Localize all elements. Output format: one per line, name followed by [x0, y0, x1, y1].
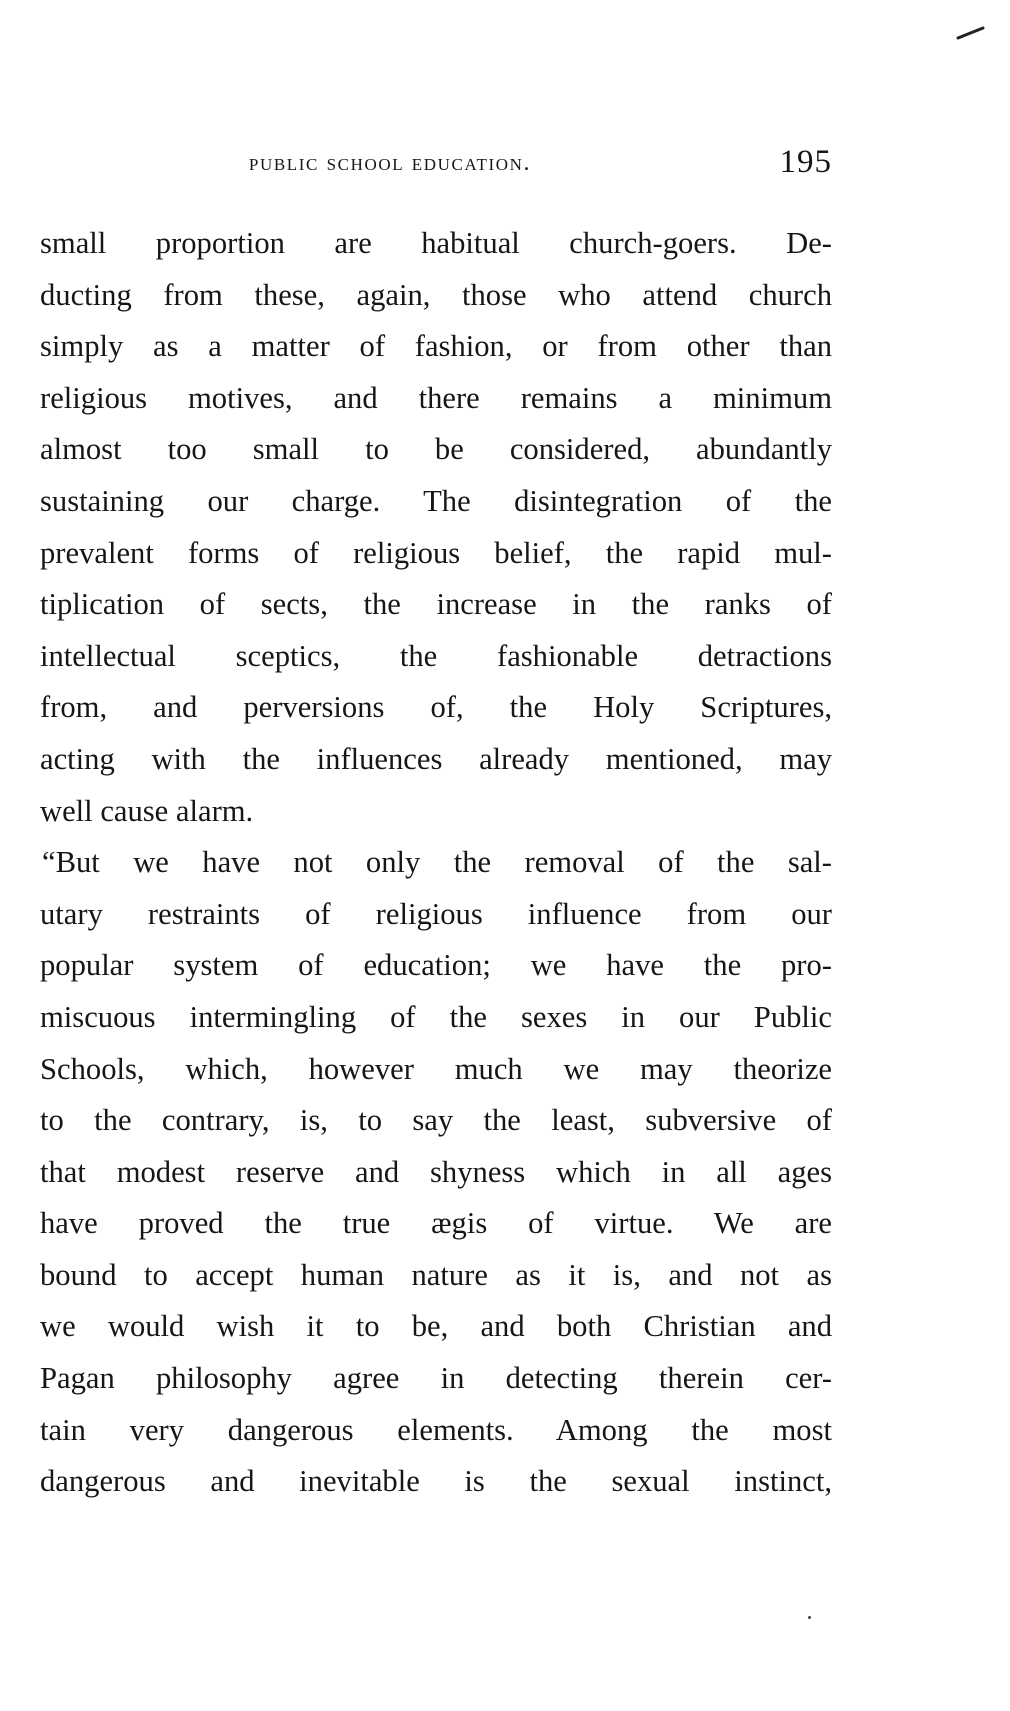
text-line: ducting from these, again, those who attend church — [40, 277, 832, 312]
paragraph-1 — [40, 218, 832, 837]
text-line: tain very dangerous elements. Among the most — [40, 1412, 832, 1447]
text-line: dangerous and inevitable is the sexual instinct, — [40, 1464, 832, 1499]
text-line: to the contrary, is, to say the least, subversive of — [40, 1103, 832, 1138]
text-line: sustaining our charge. The disintegration of the — [40, 483, 832, 518]
text-line: simply as a matter of fashion, or from other than — [40, 329, 832, 364]
text-line: Pagan philosophy agree in detecting therein cer- — [40, 1361, 832, 1396]
text-line: tiplication of sects, the increase in the ranks of — [40, 587, 832, 622]
page-number: 195 — [779, 144, 832, 180]
margin-pen-mark — [956, 26, 986, 40]
text-line: religious motives, and there remains a minimum — [40, 380, 832, 415]
paragraph-2 — [40, 837, 832, 1508]
text-line: bound to accept human nature as it is, and not as — [40, 1257, 832, 1292]
text-line: prevalent forms of religious belief, the rapid mul- — [40, 535, 832, 570]
text-line: small proportion are habitual church-goers. De- — [40, 226, 832, 260]
text-line: miscuous intermingling of the sexes in our Public — [40, 999, 832, 1034]
text-line: we would wish it to be, and both Christian and — [40, 1309, 832, 1344]
text-line: almost too small to be considered, abundantly — [40, 432, 832, 467]
text-line: acting with the influences already mentioned, may — [40, 741, 832, 776]
stray-ink-dot — [808, 1616, 811, 1619]
body-text — [40, 218, 832, 1508]
text-line: “But we have not only the removal of the sal- — [42, 845, 832, 880]
text-line: popular system of education; we have the pro- — [40, 948, 832, 983]
text-line: intellectual sceptics, the fashionable detractions — [40, 638, 832, 673]
text-line: have proved the true ægis of virtue. We are — [40, 1206, 832, 1241]
text-line: well cause alarm. — [40, 793, 254, 828]
text-line: that modest reserve and shyness which in all ages — [40, 1154, 832, 1189]
text-line: utary restraints of religious influence from our — [40, 896, 832, 931]
running-title: public school education. — [248, 150, 532, 176]
running-header — [40, 144, 832, 188]
text-line: Schools, which, however much we may theorize — [40, 1051, 832, 1086]
text-line: from, and perversions of, the Holy Scriptures, — [40, 690, 832, 725]
